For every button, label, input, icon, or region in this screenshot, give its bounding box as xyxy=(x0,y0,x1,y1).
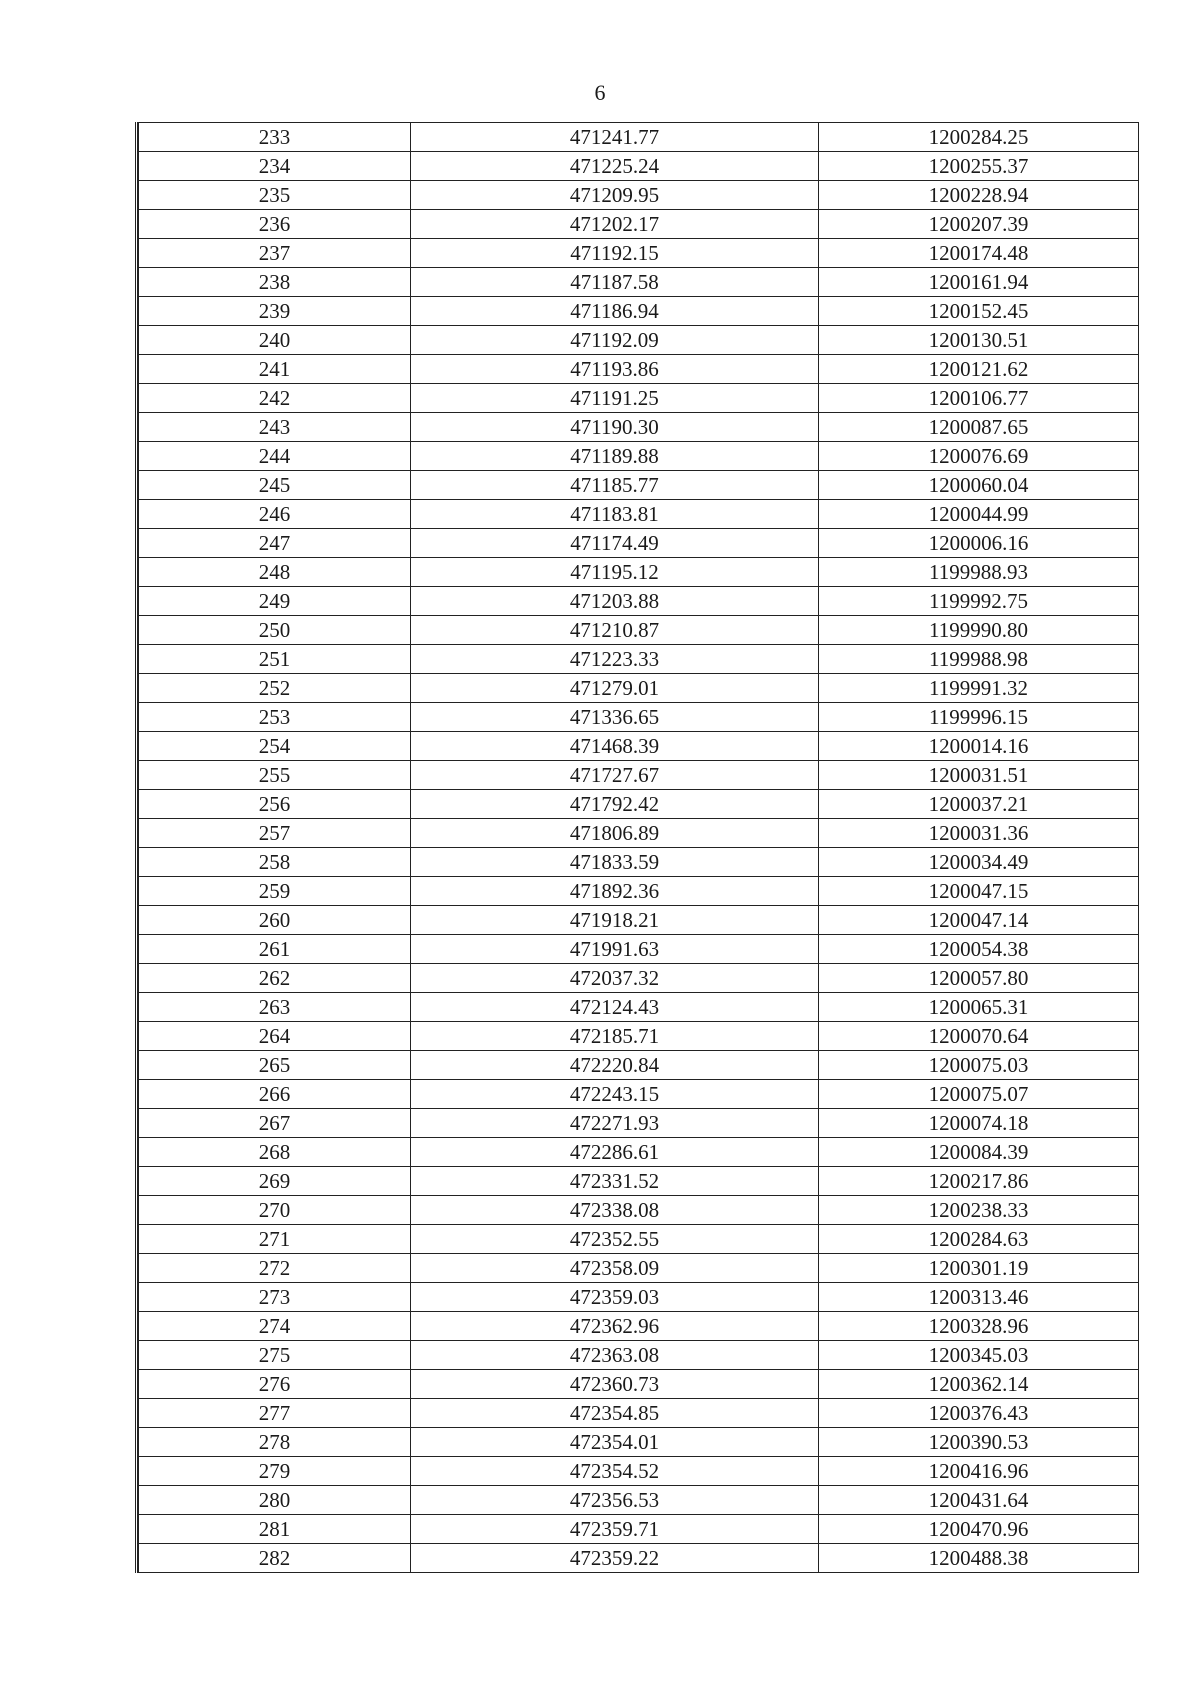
point-number-cell: 257 xyxy=(139,819,411,848)
table-row xyxy=(139,1370,1139,1399)
x-coordinate-cell: 471189.88 xyxy=(411,442,819,471)
y-coordinate-cell: 1200006.16 xyxy=(819,529,1139,558)
x-coordinate-cell: 471174.49 xyxy=(411,529,819,558)
table-row xyxy=(139,355,1139,384)
y-coordinate-cell: 1200255.37 xyxy=(819,152,1139,181)
x-coordinate-cell: 471183.81 xyxy=(411,500,819,529)
x-coordinate-cell: 471225.24 xyxy=(411,152,819,181)
point-number-cell: 238 xyxy=(139,268,411,297)
x-coordinate-cell: 471241.77 xyxy=(411,123,819,152)
x-coordinate-cell: 471190.30 xyxy=(411,413,819,442)
y-coordinate-cell: 1200060.04 xyxy=(819,471,1139,500)
x-coordinate-cell: 472243.15 xyxy=(411,1080,819,1109)
point-number-cell: 239 xyxy=(139,297,411,326)
point-number-cell: 246 xyxy=(139,500,411,529)
point-number-cell: 242 xyxy=(139,384,411,413)
table-row xyxy=(139,1544,1139,1573)
y-coordinate-cell: 1200057.80 xyxy=(819,964,1139,993)
point-number-cell: 248 xyxy=(139,558,411,587)
table-row xyxy=(139,703,1139,732)
point-number-cell: 273 xyxy=(139,1283,411,1312)
y-coordinate-cell: 1200238.33 xyxy=(819,1196,1139,1225)
y-coordinate-cell: 1200284.25 xyxy=(819,123,1139,152)
x-coordinate-cell: 472338.08 xyxy=(411,1196,819,1225)
y-coordinate-cell: 1200084.39 xyxy=(819,1138,1139,1167)
table-row xyxy=(139,877,1139,906)
table-row xyxy=(139,1254,1139,1283)
x-coordinate-cell: 471203.88 xyxy=(411,587,819,616)
y-coordinate-cell: 1200207.39 xyxy=(819,210,1139,239)
x-coordinate-cell: 472331.52 xyxy=(411,1167,819,1196)
y-coordinate-cell: 1200130.51 xyxy=(819,326,1139,355)
table-row xyxy=(139,1428,1139,1457)
x-coordinate-cell: 472356.53 xyxy=(411,1486,819,1515)
point-number-cell: 254 xyxy=(139,732,411,761)
point-number-cell: 247 xyxy=(139,529,411,558)
point-number-cell: 276 xyxy=(139,1370,411,1399)
y-coordinate-cell: 1199996.15 xyxy=(819,703,1139,732)
x-coordinate-cell: 471279.01 xyxy=(411,674,819,703)
x-coordinate-cell: 471223.33 xyxy=(411,645,819,674)
x-coordinate-cell: 471806.89 xyxy=(411,819,819,848)
table-row xyxy=(139,326,1139,355)
coordinates-table-body xyxy=(139,123,1139,1573)
point-number-cell: 250 xyxy=(139,616,411,645)
y-coordinate-cell: 1200014.16 xyxy=(819,732,1139,761)
table-row xyxy=(139,413,1139,442)
table-row xyxy=(139,1225,1139,1254)
table-row xyxy=(139,152,1139,181)
table-row xyxy=(139,1196,1139,1225)
table-row xyxy=(139,819,1139,848)
x-coordinate-cell: 471918.21 xyxy=(411,906,819,935)
x-coordinate-cell: 471336.65 xyxy=(411,703,819,732)
point-number-cell: 261 xyxy=(139,935,411,964)
y-coordinate-cell: 1199988.93 xyxy=(819,558,1139,587)
point-number-cell: 253 xyxy=(139,703,411,732)
x-coordinate-cell: 471210.87 xyxy=(411,616,819,645)
x-coordinate-cell: 472358.09 xyxy=(411,1254,819,1283)
x-coordinate-cell: 472360.73 xyxy=(411,1370,819,1399)
point-number-cell: 234 xyxy=(139,152,411,181)
x-coordinate-cell: 471209.95 xyxy=(411,181,819,210)
point-number-cell: 266 xyxy=(139,1080,411,1109)
table-row xyxy=(139,268,1139,297)
y-coordinate-cell: 1200070.64 xyxy=(819,1022,1139,1051)
y-coordinate-cell: 1200345.03 xyxy=(819,1341,1139,1370)
table-row xyxy=(139,442,1139,471)
y-coordinate-cell: 1200065.31 xyxy=(819,993,1139,1022)
table-row xyxy=(139,558,1139,587)
y-coordinate-cell: 1200431.64 xyxy=(819,1486,1139,1515)
y-coordinate-cell: 1200313.46 xyxy=(819,1283,1139,1312)
point-number-cell: 249 xyxy=(139,587,411,616)
point-number-cell: 271 xyxy=(139,1225,411,1254)
x-coordinate-cell: 472359.71 xyxy=(411,1515,819,1544)
x-coordinate-cell: 471991.63 xyxy=(411,935,819,964)
x-coordinate-cell: 471792.42 xyxy=(411,790,819,819)
table-row xyxy=(139,906,1139,935)
table-row xyxy=(139,616,1139,645)
x-coordinate-cell: 472185.71 xyxy=(411,1022,819,1051)
x-coordinate-cell: 471186.94 xyxy=(411,297,819,326)
point-number-cell: 245 xyxy=(139,471,411,500)
y-coordinate-cell: 1199991.32 xyxy=(819,674,1139,703)
table-row xyxy=(139,1399,1139,1428)
table-row xyxy=(139,993,1139,1022)
point-number-cell: 269 xyxy=(139,1167,411,1196)
x-coordinate-cell: 471468.39 xyxy=(411,732,819,761)
table-row xyxy=(139,674,1139,703)
point-number-cell: 281 xyxy=(139,1515,411,1544)
table-row xyxy=(139,500,1139,529)
y-coordinate-cell: 1200152.45 xyxy=(819,297,1139,326)
point-number-cell: 270 xyxy=(139,1196,411,1225)
table-row xyxy=(139,1515,1139,1544)
table-row xyxy=(139,935,1139,964)
page-number: 6 xyxy=(594,80,606,105)
x-coordinate-cell: 472220.84 xyxy=(411,1051,819,1080)
point-number-cell: 263 xyxy=(139,993,411,1022)
x-coordinate-cell: 472359.22 xyxy=(411,1544,819,1573)
y-coordinate-cell: 1200488.38 xyxy=(819,1544,1139,1573)
point-number-cell: 241 xyxy=(139,355,411,384)
y-coordinate-cell: 1200284.63 xyxy=(819,1225,1139,1254)
point-number-cell: 268 xyxy=(139,1138,411,1167)
x-coordinate-cell: 471191.25 xyxy=(411,384,819,413)
table-row xyxy=(139,1138,1139,1167)
x-coordinate-cell: 471202.17 xyxy=(411,210,819,239)
table-row xyxy=(139,848,1139,877)
y-coordinate-cell: 1200328.96 xyxy=(819,1312,1139,1341)
table-row xyxy=(139,1167,1139,1196)
table-row xyxy=(139,587,1139,616)
table-row xyxy=(139,1457,1139,1486)
point-number-cell: 279 xyxy=(139,1457,411,1486)
table-row xyxy=(139,384,1139,413)
x-coordinate-cell: 472271.93 xyxy=(411,1109,819,1138)
y-coordinate-cell: 1200106.77 xyxy=(819,384,1139,413)
x-coordinate-cell: 472354.52 xyxy=(411,1457,819,1486)
y-coordinate-cell: 1200376.43 xyxy=(819,1399,1139,1428)
table-row xyxy=(139,1051,1139,1080)
point-number-cell: 235 xyxy=(139,181,411,210)
table-row xyxy=(139,964,1139,993)
y-coordinate-cell: 1200416.96 xyxy=(819,1457,1139,1486)
y-coordinate-cell: 1199988.98 xyxy=(819,645,1139,674)
y-coordinate-cell: 1200174.48 xyxy=(819,239,1139,268)
x-coordinate-cell: 472286.61 xyxy=(411,1138,819,1167)
table-row xyxy=(139,1283,1139,1312)
table-row xyxy=(139,1109,1139,1138)
point-number-cell: 277 xyxy=(139,1399,411,1428)
point-number-cell: 275 xyxy=(139,1341,411,1370)
x-coordinate-cell: 472124.43 xyxy=(411,993,819,1022)
point-number-cell: 272 xyxy=(139,1254,411,1283)
table-row xyxy=(139,1022,1139,1051)
y-coordinate-cell: 1200390.53 xyxy=(819,1428,1139,1457)
point-number-cell: 243 xyxy=(139,413,411,442)
y-coordinate-cell: 1200161.94 xyxy=(819,268,1139,297)
x-coordinate-cell: 471195.12 xyxy=(411,558,819,587)
point-number-cell: 233 xyxy=(139,123,411,152)
point-number-cell: 236 xyxy=(139,210,411,239)
point-number-cell: 256 xyxy=(139,790,411,819)
y-coordinate-cell: 1200087.65 xyxy=(819,413,1139,442)
table-row xyxy=(139,1341,1139,1370)
point-number-cell: 274 xyxy=(139,1312,411,1341)
y-coordinate-cell: 1200054.38 xyxy=(819,935,1139,964)
x-coordinate-cell: 471833.59 xyxy=(411,848,819,877)
point-number-cell: 264 xyxy=(139,1022,411,1051)
y-coordinate-cell: 1200075.03 xyxy=(819,1051,1139,1080)
point-number-cell: 244 xyxy=(139,442,411,471)
x-coordinate-cell: 472362.96 xyxy=(411,1312,819,1341)
x-coordinate-cell: 471192.15 xyxy=(411,239,819,268)
y-coordinate-cell: 1200121.62 xyxy=(819,355,1139,384)
x-coordinate-cell: 471187.58 xyxy=(411,268,819,297)
y-coordinate-cell: 1200047.14 xyxy=(819,906,1139,935)
point-number-cell: 280 xyxy=(139,1486,411,1515)
x-coordinate-cell: 472037.32 xyxy=(411,964,819,993)
table-row xyxy=(139,645,1139,674)
point-number-cell: 259 xyxy=(139,877,411,906)
y-coordinate-cell: 1200470.96 xyxy=(819,1515,1139,1544)
x-coordinate-cell: 471193.86 xyxy=(411,355,819,384)
point-number-cell: 255 xyxy=(139,761,411,790)
point-number-cell: 237 xyxy=(139,239,411,268)
y-coordinate-cell: 1200075.07 xyxy=(819,1080,1139,1109)
x-coordinate-cell: 472354.85 xyxy=(411,1399,819,1428)
coordinates-table xyxy=(138,122,1139,1573)
y-coordinate-cell: 1200301.19 xyxy=(819,1254,1139,1283)
x-coordinate-cell: 471727.67 xyxy=(411,761,819,790)
y-coordinate-cell: 1200076.69 xyxy=(819,442,1139,471)
x-coordinate-cell: 472352.55 xyxy=(411,1225,819,1254)
x-coordinate-cell: 471185.77 xyxy=(411,471,819,500)
table-row xyxy=(139,297,1139,326)
x-coordinate-cell: 472354.01 xyxy=(411,1428,819,1457)
table-row xyxy=(139,529,1139,558)
point-number-cell: 252 xyxy=(139,674,411,703)
y-coordinate-cell: 1200047.15 xyxy=(819,877,1139,906)
y-coordinate-cell: 1200074.18 xyxy=(819,1109,1139,1138)
point-number-cell: 265 xyxy=(139,1051,411,1080)
table-row xyxy=(139,239,1139,268)
table-row xyxy=(139,761,1139,790)
y-coordinate-cell: 1199990.80 xyxy=(819,616,1139,645)
point-number-cell: 262 xyxy=(139,964,411,993)
table-row xyxy=(139,471,1139,500)
y-coordinate-cell: 1200044.99 xyxy=(819,500,1139,529)
point-number-cell: 240 xyxy=(139,326,411,355)
point-number-cell: 251 xyxy=(139,645,411,674)
table-row xyxy=(139,732,1139,761)
y-coordinate-cell: 1200037.21 xyxy=(819,790,1139,819)
y-coordinate-cell: 1200228.94 xyxy=(819,181,1139,210)
coordinates-table-container xyxy=(135,122,1138,1573)
point-number-cell: 260 xyxy=(139,906,411,935)
table-row xyxy=(139,210,1139,239)
table-row xyxy=(139,1486,1139,1515)
x-coordinate-cell: 471892.36 xyxy=(411,877,819,906)
table-row xyxy=(139,1080,1139,1109)
table-row xyxy=(139,123,1139,152)
x-coordinate-cell: 471192.09 xyxy=(411,326,819,355)
y-coordinate-cell: 1200034.49 xyxy=(819,848,1139,877)
table-row xyxy=(139,1312,1139,1341)
y-coordinate-cell: 1200031.51 xyxy=(819,761,1139,790)
point-number-cell: 267 xyxy=(139,1109,411,1138)
point-number-cell: 282 xyxy=(139,1544,411,1573)
y-coordinate-cell: 1200362.14 xyxy=(819,1370,1139,1399)
y-coordinate-cell: 1199992.75 xyxy=(819,587,1139,616)
y-coordinate-cell: 1200031.36 xyxy=(819,819,1139,848)
point-number-cell: 258 xyxy=(139,848,411,877)
point-number-cell: 278 xyxy=(139,1428,411,1457)
x-coordinate-cell: 472363.08 xyxy=(411,1341,819,1370)
table-row xyxy=(139,181,1139,210)
table-row xyxy=(139,790,1139,819)
y-coordinate-cell: 1200217.86 xyxy=(819,1167,1139,1196)
x-coordinate-cell: 472359.03 xyxy=(411,1283,819,1312)
